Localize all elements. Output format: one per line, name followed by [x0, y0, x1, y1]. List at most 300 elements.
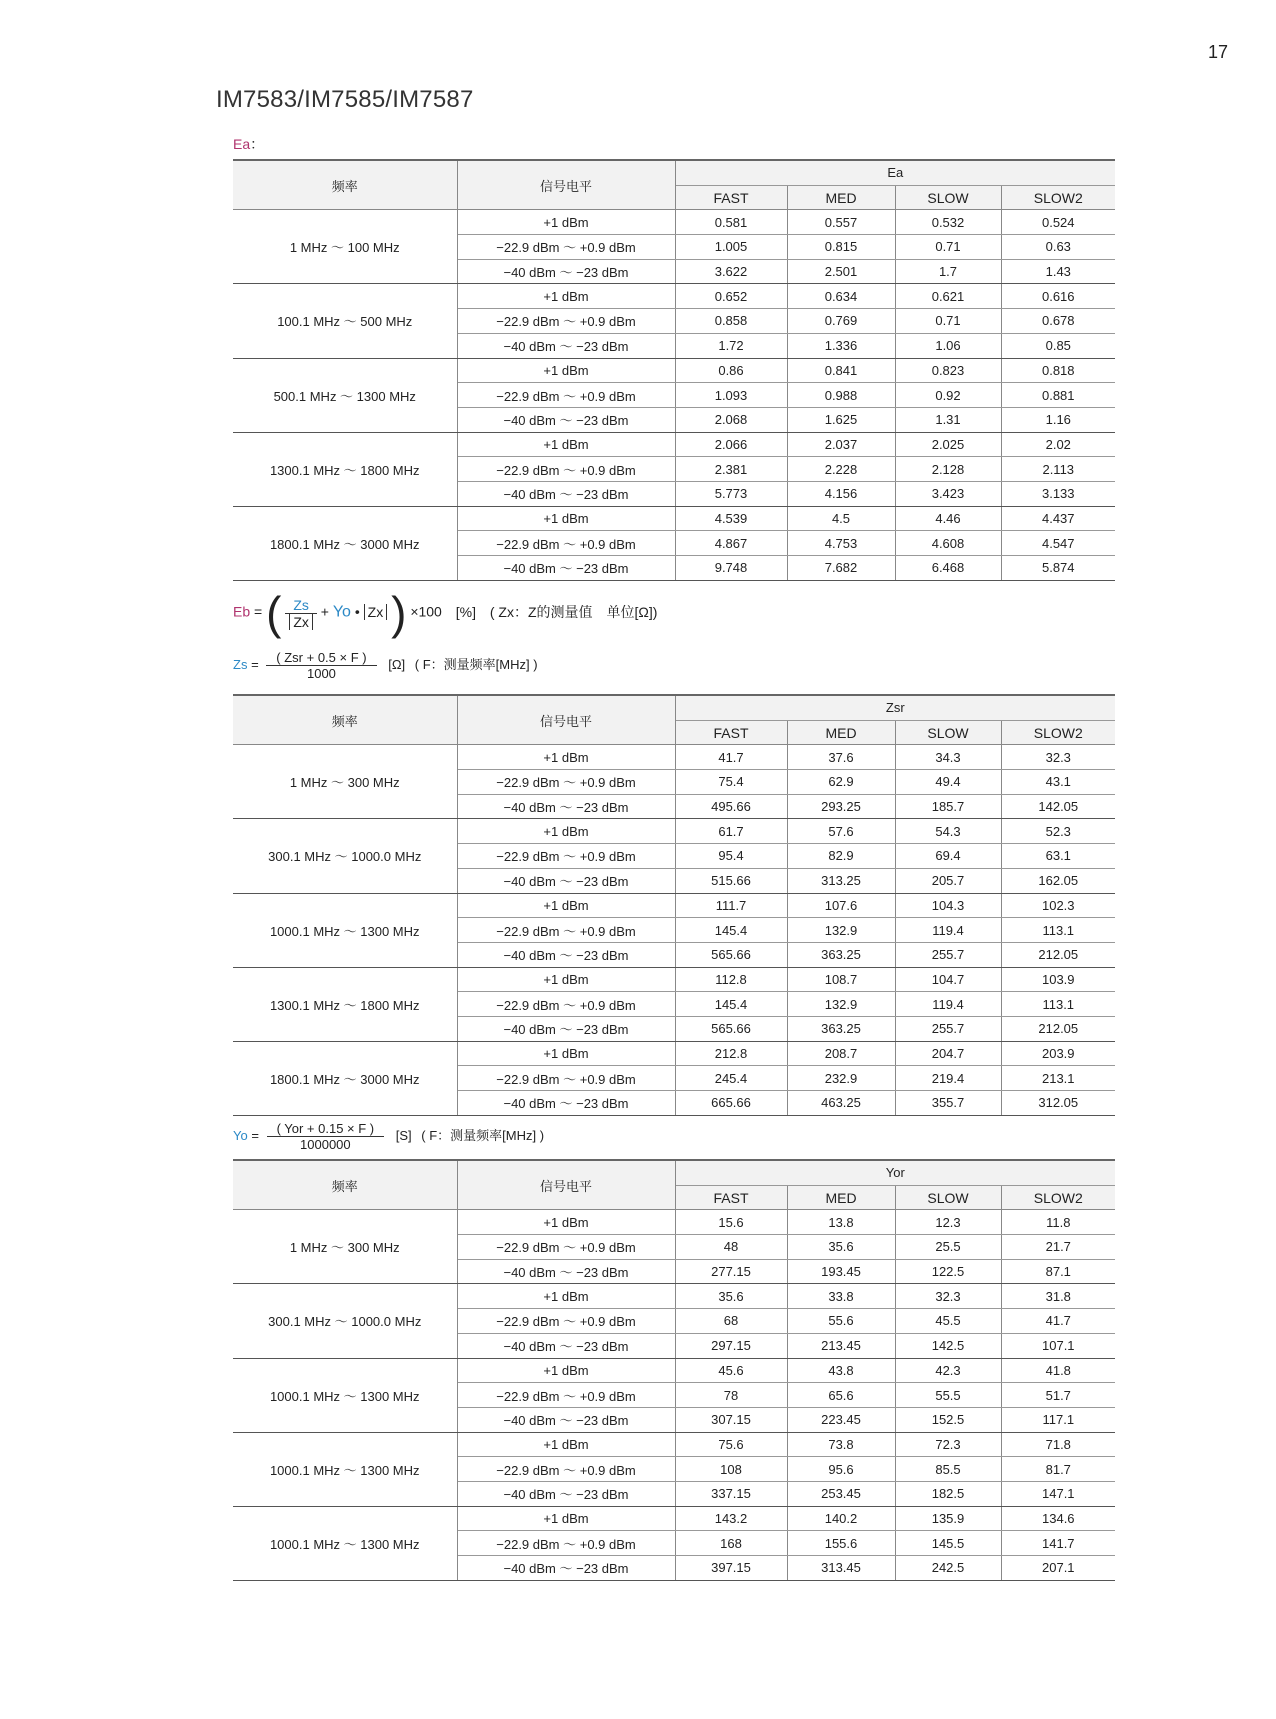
value-cell: 255.7	[895, 942, 1001, 967]
value-cell: 75.6	[675, 1432, 787, 1457]
value-cell: 107.1	[1001, 1333, 1115, 1358]
eb-note: ( Zx：Z的测量值 单位[Ω])	[489, 603, 658, 620]
value-cell: 119.4	[895, 992, 1001, 1017]
signal-level-cell: +1 dBm	[457, 893, 675, 918]
signal-level-cell: −22.9 dBm ～ +0.9 dBm	[457, 1309, 675, 1334]
value-cell: 69.4	[895, 844, 1001, 869]
signal-level-cell: +1 dBm	[457, 1432, 675, 1457]
ea-table	[233, 159, 1115, 581]
zs-equals: =	[251, 656, 259, 672]
signal-level-cell: −40 dBm ～ −23 dBm	[457, 556, 675, 581]
signal-level-cell: +1 dBm	[457, 432, 675, 457]
value-cell: 95.6	[787, 1457, 895, 1482]
value-cell: 665.66	[675, 1091, 787, 1116]
header-speed-2: SLOW	[895, 1185, 1001, 1210]
header-group-label: Yor	[675, 1160, 1115, 1185]
value-cell: 0.815	[787, 235, 895, 260]
value-cell: 35.6	[675, 1284, 787, 1309]
value-cell: 223.45	[787, 1407, 895, 1432]
frequency-range-cell: 1000.1 MHz ～ 1300 MHz	[233, 893, 457, 967]
yo-fraction	[267, 1121, 385, 1152]
value-cell: 0.634	[787, 284, 895, 309]
signal-level-cell: +1 dBm	[457, 1506, 675, 1531]
value-cell: 1.005	[675, 235, 787, 260]
value-cell: 152.5	[895, 1407, 1001, 1432]
value-cell: 0.524	[1001, 210, 1115, 235]
value-cell: 212.8	[675, 1041, 787, 1066]
value-cell: 0.841	[787, 358, 895, 383]
value-cell: 4.5	[787, 506, 895, 531]
value-cell: 255.7	[895, 1016, 1001, 1041]
value-cell: 111.7	[675, 893, 787, 918]
value-cell: 515.66	[675, 868, 787, 893]
header-speed-3: SLOW2	[1001, 720, 1115, 745]
value-cell: 463.25	[787, 1091, 895, 1116]
value-cell: 102.3	[1001, 893, 1115, 918]
value-cell: 4.46	[895, 506, 1001, 531]
value-cell: 4.867	[675, 531, 787, 556]
table-row	[233, 358, 1115, 383]
value-cell: 63.1	[1001, 844, 1115, 869]
value-cell: 0.71	[895, 309, 1001, 334]
signal-level-cell: −40 dBm ～ −23 dBm	[457, 1407, 675, 1432]
value-cell: 31.8	[1001, 1284, 1115, 1309]
value-cell: 4.608	[895, 531, 1001, 556]
table-row	[233, 967, 1115, 992]
signal-level-cell: +1 dBm	[457, 1041, 675, 1066]
zs-symbol: Zs	[233, 656, 248, 672]
value-cell: 0.769	[787, 309, 895, 334]
times-100: ×100	[410, 603, 442, 620]
header-frequency: 频率	[233, 1160, 457, 1210]
value-cell: 132.9	[787, 918, 895, 943]
value-cell: 2.068	[675, 407, 787, 432]
value-cell: 33.8	[787, 1284, 895, 1309]
value-cell: 7.682	[787, 556, 895, 581]
value-cell: 1.625	[787, 407, 895, 432]
value-cell: 232.9	[787, 1066, 895, 1091]
signal-level-cell: −22.9 dBm ～ +0.9 dBm	[457, 1235, 675, 1260]
value-cell: 4.156	[787, 481, 895, 506]
value-cell: 2.128	[895, 457, 1001, 482]
signal-level-cell: +1 dBm	[457, 506, 675, 531]
value-cell: 122.5	[895, 1259, 1001, 1284]
value-cell: 1.093	[675, 383, 787, 408]
value-cell: 208.7	[787, 1041, 895, 1066]
value-cell: 32.3	[1001, 745, 1115, 770]
value-cell: 134.6	[1001, 1506, 1115, 1531]
signal-level-cell: −40 dBm ～ −23 dBm	[457, 1016, 675, 1041]
value-cell: 6.468	[895, 556, 1001, 581]
ea-colon: ：	[250, 136, 265, 152]
value-cell: 0.858	[675, 309, 787, 334]
value-cell: 3.133	[1001, 481, 1115, 506]
value-cell: 1.16	[1001, 407, 1115, 432]
zsr-table	[233, 694, 1115, 1116]
signal-level-cell: −40 dBm ～ −23 dBm	[457, 333, 675, 358]
ea-symbol: Ea	[233, 136, 251, 152]
value-cell: 15.6	[675, 1210, 787, 1235]
value-cell: 55.5	[895, 1383, 1001, 1408]
signal-level-cell: −40 dBm ～ −23 dBm	[457, 259, 675, 284]
value-cell: 142.05	[1001, 794, 1115, 819]
zx-denominator: Zx	[289, 614, 313, 630]
header-frequency: 频率	[233, 160, 457, 210]
value-cell: 4.547	[1001, 531, 1115, 556]
value-cell: 3.622	[675, 259, 787, 284]
table-row	[233, 1210, 1115, 1235]
value-cell: 95.4	[675, 844, 787, 869]
value-cell: 51.7	[1001, 1383, 1115, 1408]
value-cell: 3.423	[895, 481, 1001, 506]
value-cell: 363.25	[787, 1016, 895, 1041]
value-cell: 147.1	[1001, 1481, 1115, 1506]
value-cell: 213.45	[787, 1333, 895, 1358]
zs-numerator: Zs	[285, 597, 317, 614]
value-cell: 62.9	[787, 770, 895, 795]
value-cell: 73.8	[787, 1432, 895, 1457]
value-cell: 78	[675, 1383, 787, 1408]
value-cell: 185.7	[895, 794, 1001, 819]
zx-abs: Zx	[364, 604, 388, 620]
value-cell: 112.8	[675, 967, 787, 992]
value-cell: 142.5	[895, 1333, 1001, 1358]
value-cell: 43.1	[1001, 770, 1115, 795]
signal-level-cell: −40 dBm ～ −23 dBm	[457, 1556, 675, 1581]
value-cell: 104.7	[895, 967, 1001, 992]
signal-level-cell: −22.9 dBm ～ +0.9 dBm	[457, 918, 675, 943]
value-cell: 117.1	[1001, 1407, 1115, 1432]
value-cell: 0.823	[895, 358, 1001, 383]
table-row	[233, 506, 1115, 531]
yo-formula-symbol: Yo	[233, 1127, 248, 1143]
value-cell: 337.15	[675, 1481, 787, 1506]
value-cell: 2.066	[675, 432, 787, 457]
value-cell: 0.881	[1001, 383, 1115, 408]
signal-level-cell: +1 dBm	[457, 1358, 675, 1383]
value-cell: 37.6	[787, 745, 895, 770]
value-cell: 565.66	[675, 942, 787, 967]
yo-symbol: Yo	[332, 603, 351, 621]
table-row	[233, 819, 1115, 844]
value-cell: 5.874	[1001, 556, 1115, 581]
value-cell: 495.66	[675, 794, 787, 819]
value-cell: 155.6	[787, 1531, 895, 1556]
signal-level-cell: −22.9 dBm ～ +0.9 dBm	[457, 235, 675, 260]
value-cell: 45.6	[675, 1358, 787, 1383]
value-cell: 1.31	[895, 407, 1001, 432]
value-cell: 132.9	[787, 992, 895, 1017]
value-cell: 21.7	[1001, 1235, 1115, 1260]
value-cell: 85.5	[895, 1457, 1001, 1482]
value-cell: 2.037	[787, 432, 895, 457]
value-cell: 162.05	[1001, 868, 1115, 893]
value-cell: 71.8	[1001, 1432, 1115, 1457]
header-speed-0: FAST	[675, 185, 787, 210]
value-cell: 213.1	[1001, 1066, 1115, 1091]
value-cell: 0.818	[1001, 358, 1115, 383]
value-cell: 565.66	[675, 1016, 787, 1041]
value-cell: 2.501	[787, 259, 895, 284]
header-group-label: Ea	[675, 160, 1115, 185]
signal-level-cell: +1 dBm	[457, 1284, 675, 1309]
yo-numerator-expr: ( Yor + 0.15 × F )	[267, 1121, 385, 1137]
right-paren: )	[391, 587, 407, 639]
value-cell: 2.381	[675, 457, 787, 482]
header-speed-0: FAST	[675, 720, 787, 745]
percent-unit: [%]	[455, 603, 476, 620]
header-signal-level: 信号电平	[457, 695, 675, 745]
table-row	[233, 1041, 1115, 1066]
value-cell: 25.5	[895, 1235, 1001, 1260]
frequency-range-cell: 1000.1 MHz ～ 1300 MHz	[233, 1506, 457, 1580]
value-cell: 0.616	[1001, 284, 1115, 309]
value-cell: 0.988	[787, 383, 895, 408]
value-cell: 104.3	[895, 893, 1001, 918]
value-cell: 145.4	[675, 918, 787, 943]
value-cell: 32.3	[895, 1284, 1001, 1309]
signal-level-cell: −22.9 dBm ～ +0.9 dBm	[457, 992, 675, 1017]
value-cell: 242.5	[895, 1556, 1001, 1581]
page-number: 17	[1208, 42, 1229, 62]
value-cell: 49.4	[895, 770, 1001, 795]
value-cell: 293.25	[787, 794, 895, 819]
value-cell: 397.15	[675, 1556, 787, 1581]
value-cell: 245.4	[675, 1066, 787, 1091]
frequency-range-cell: 1 MHz ～ 300 MHz	[233, 745, 457, 819]
frequency-range-cell: 1 MHz ～ 300 MHz	[233, 1210, 457, 1284]
value-cell: 307.15	[675, 1407, 787, 1432]
value-cell: 1.7	[895, 259, 1001, 284]
signal-level-cell: −40 dBm ～ −23 dBm	[457, 1481, 675, 1506]
signal-level-cell: −40 dBm ～ −23 dBm	[457, 407, 675, 432]
value-cell: 207.1	[1001, 1556, 1115, 1581]
value-cell: 5.773	[675, 481, 787, 506]
value-cell: 52.3	[1001, 819, 1115, 844]
frequency-range-cell: 1 MHz ～ 100 MHz	[233, 210, 457, 284]
frequency-range-cell: 300.1 MHz ～ 1000.0 MHz	[233, 819, 457, 893]
frequency-range-cell: 1000.1 MHz ～ 1300 MHz	[233, 1432, 457, 1506]
value-cell: 4.539	[675, 506, 787, 531]
signal-level-cell: −22.9 dBm ～ +0.9 dBm	[457, 1531, 675, 1556]
value-cell: 355.7	[895, 1091, 1001, 1116]
value-cell: 87.1	[1001, 1259, 1115, 1284]
yo-unit: [S]	[395, 1127, 412, 1143]
signal-level-cell: +1 dBm	[457, 210, 675, 235]
value-cell: 0.92	[895, 383, 1001, 408]
yo-denominator-expr: 1000000	[300, 1137, 351, 1152]
value-cell: 4.437	[1001, 506, 1115, 531]
value-cell: 13.8	[787, 1210, 895, 1235]
signal-level-cell: −22.9 dBm ～ +0.9 dBm	[457, 383, 675, 408]
signal-level-cell: −22.9 dBm ～ +0.9 dBm	[457, 531, 675, 556]
table-row	[233, 284, 1115, 309]
value-cell: 0.63	[1001, 235, 1115, 260]
left-paren: (	[266, 587, 282, 639]
value-cell: 41.7	[675, 745, 787, 770]
value-cell: 34.3	[895, 745, 1001, 770]
table-row	[233, 1358, 1115, 1383]
zs-formula	[233, 650, 538, 681]
value-cell: 205.7	[895, 868, 1001, 893]
plus-sign: +	[320, 603, 329, 620]
page-title: IM7583/IM7585/IM7587	[216, 86, 474, 113]
value-cell: 2.113	[1001, 457, 1115, 482]
table-row	[233, 1284, 1115, 1309]
value-cell: 41.7	[1001, 1309, 1115, 1334]
value-cell: 4.753	[787, 531, 895, 556]
yor-table	[233, 1159, 1115, 1581]
value-cell: 143.2	[675, 1506, 787, 1531]
value-cell: 72.3	[895, 1432, 1001, 1457]
value-cell: 277.15	[675, 1259, 787, 1284]
value-cell: 2.025	[895, 432, 1001, 457]
header-speed-1: MED	[787, 185, 895, 210]
ea-label	[233, 134, 264, 154]
value-cell: 313.45	[787, 1556, 895, 1581]
signal-level-cell: −40 dBm ～ −23 dBm	[457, 1333, 675, 1358]
value-cell: 81.7	[1001, 1457, 1115, 1482]
value-cell: 193.45	[787, 1259, 895, 1284]
value-cell: 43.8	[787, 1358, 895, 1383]
value-cell: 113.1	[1001, 992, 1115, 1017]
value-cell: 145.5	[895, 1531, 1001, 1556]
signal-level-cell: +1 dBm	[457, 1210, 675, 1235]
value-cell: 45.5	[895, 1309, 1001, 1334]
signal-level-cell: −22.9 dBm ～ +0.9 dBm	[457, 770, 675, 795]
header-speed-2: SLOW	[895, 720, 1001, 745]
value-cell: 103.9	[1001, 967, 1115, 992]
frequency-range-cell: 1000.1 MHz ～ 1300 MHz	[233, 1358, 457, 1432]
eb-symbol: Eb	[233, 603, 251, 620]
signal-level-cell: −40 dBm ～ −23 dBm	[457, 481, 675, 506]
value-cell: 0.557	[787, 210, 895, 235]
signal-level-cell: −40 dBm ～ −23 dBm	[457, 942, 675, 967]
signal-level-cell: −40 dBm ～ −23 dBm	[457, 868, 675, 893]
value-cell: 108.7	[787, 967, 895, 992]
signal-level-cell: −22.9 dBm ～ +0.9 dBm	[457, 1457, 675, 1482]
zs-note: ( F：测量频率[MHz] )	[414, 656, 538, 672]
signal-level-cell: −22.9 dBm ～ +0.9 dBm	[457, 1066, 675, 1091]
value-cell: 35.6	[787, 1235, 895, 1260]
eb-formula	[233, 587, 658, 639]
table-row	[233, 893, 1115, 918]
table-row	[233, 1506, 1115, 1531]
value-cell: 145.4	[675, 992, 787, 1017]
value-cell: 11.8	[1001, 1210, 1115, 1235]
signal-level-cell: +1 dBm	[457, 819, 675, 844]
signal-level-cell: −40 dBm ～ −23 dBm	[457, 1259, 675, 1284]
signal-level-cell: +1 dBm	[457, 358, 675, 383]
value-cell: 212.05	[1001, 942, 1115, 967]
value-cell: 363.25	[787, 942, 895, 967]
frequency-range-cell: 100.1 MHz ～ 500 MHz	[233, 284, 457, 358]
frequency-range-cell: 1300.1 MHz ～ 1800 MHz	[233, 432, 457, 506]
value-cell: 212.05	[1001, 1016, 1115, 1041]
header-speed-1: MED	[787, 1185, 895, 1210]
zs-denominator-expr: 1000	[306, 666, 336, 681]
header-speed-0: FAST	[675, 1185, 787, 1210]
header-speed-2: SLOW	[895, 185, 1001, 210]
table-row	[233, 1432, 1115, 1457]
value-cell: 1.72	[675, 333, 787, 358]
value-cell: 135.9	[895, 1506, 1001, 1531]
dot-sign: •	[354, 603, 360, 620]
value-cell: 0.678	[1001, 309, 1115, 334]
signal-level-cell: +1 dBm	[457, 745, 675, 770]
value-cell: 113.1	[1001, 918, 1115, 943]
value-cell: 203.9	[1001, 1041, 1115, 1066]
value-cell: 253.45	[787, 1481, 895, 1506]
header-signal-level: 信号电平	[457, 160, 675, 210]
value-cell: 141.7	[1001, 1531, 1115, 1556]
signal-level-cell: −40 dBm ～ −23 dBm	[457, 794, 675, 819]
yo-equals: =	[251, 1127, 259, 1143]
header-group-label: Zsr	[675, 695, 1115, 720]
value-cell: 0.71	[895, 235, 1001, 260]
value-cell: 57.6	[787, 819, 895, 844]
eb-equals: =	[254, 603, 263, 620]
frequency-range-cell: 300.1 MHz ～ 1000.0 MHz	[233, 1284, 457, 1358]
value-cell: 65.6	[787, 1383, 895, 1408]
value-cell: 182.5	[895, 1481, 1001, 1506]
frequency-range-cell: 1800.1 MHz ～ 3000 MHz	[233, 1041, 457, 1115]
value-cell: 219.4	[895, 1066, 1001, 1091]
signal-level-cell: +1 dBm	[457, 284, 675, 309]
value-cell: 1.336	[787, 333, 895, 358]
frequency-range-cell: 500.1 MHz ～ 1300 MHz	[233, 358, 457, 432]
yo-note: ( F：测量频率[MHz] )	[421, 1127, 545, 1143]
value-cell: 312.05	[1001, 1091, 1115, 1116]
value-cell: 41.8	[1001, 1358, 1115, 1383]
frequency-range-cell: 1800.1 MHz ～ 3000 MHz	[233, 506, 457, 580]
zs-over-zx-fraction	[285, 597, 317, 630]
header-speed-3: SLOW2	[1001, 1185, 1115, 1210]
signal-level-cell: −22.9 dBm ～ +0.9 dBm	[457, 1383, 675, 1408]
header-frequency: 频率	[233, 695, 457, 745]
table-row	[233, 745, 1115, 770]
zs-unit: [Ω]	[388, 656, 406, 672]
value-cell: 42.3	[895, 1358, 1001, 1383]
value-cell: 55.6	[787, 1309, 895, 1334]
frequency-range-cell: 1300.1 MHz ～ 1800 MHz	[233, 967, 457, 1041]
header-signal-level: 信号电平	[457, 1160, 675, 1210]
value-cell: 75.4	[675, 770, 787, 795]
zs-fraction	[266, 650, 376, 681]
value-cell: 1.06	[895, 333, 1001, 358]
signal-level-cell: −22.9 dBm ～ +0.9 dBm	[457, 457, 675, 482]
yo-formula	[233, 1121, 544, 1152]
header-speed-3: SLOW2	[1001, 185, 1115, 210]
signal-level-cell: +1 dBm	[457, 967, 675, 992]
value-cell: 119.4	[895, 918, 1001, 943]
value-cell: 313.25	[787, 868, 895, 893]
value-cell: 0.86	[675, 358, 787, 383]
value-cell: 68	[675, 1309, 787, 1334]
value-cell: 0.532	[895, 210, 1001, 235]
value-cell: 0.652	[675, 284, 787, 309]
value-cell: 204.7	[895, 1041, 1001, 1066]
signal-level-cell: −40 dBm ～ −23 dBm	[457, 1091, 675, 1116]
value-cell: 1.43	[1001, 259, 1115, 284]
value-cell: 82.9	[787, 844, 895, 869]
value-cell: 2.02	[1001, 432, 1115, 457]
value-cell: 297.15	[675, 1333, 787, 1358]
value-cell: 0.581	[675, 210, 787, 235]
table-row	[233, 432, 1115, 457]
value-cell: 2.228	[787, 457, 895, 482]
table-row	[233, 210, 1115, 235]
